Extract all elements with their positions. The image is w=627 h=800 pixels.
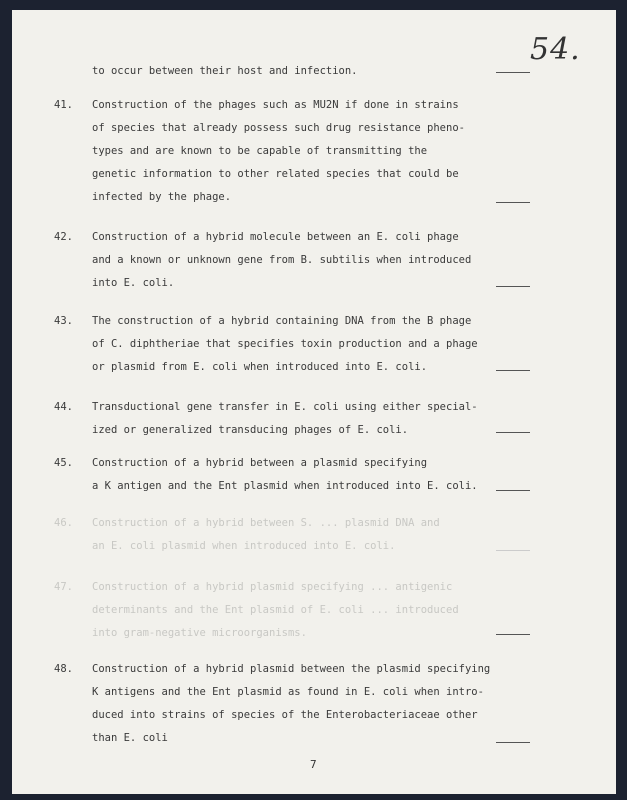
item-44 [54, 396, 494, 442]
item-line: an E. coli plasmid when introduced into E. coli. [92, 540, 396, 552]
item-number: 42. [54, 231, 73, 243]
answer-blank [496, 370, 530, 371]
item-number: 48. [54, 663, 73, 675]
item-45 [54, 452, 494, 498]
answer-blank [496, 72, 530, 73]
item-line: Construction of a hybrid between S. ... plasmid DNA and [92, 517, 440, 529]
item-42 [54, 226, 494, 295]
answer-blank [496, 490, 530, 491]
item-41 [54, 94, 494, 209]
item-48 [54, 658, 494, 750]
item-line: Construction of the phages such as MU2N if done in strains [92, 99, 459, 111]
item-line: The construction of a hybrid containing DNA from the B phage [92, 315, 472, 327]
item-number: 47. [54, 581, 73, 593]
item-continuation [72, 60, 492, 83]
item-line: genetic information to other related species that could be [92, 168, 459, 180]
answer-blank [496, 432, 530, 433]
document-page [12, 10, 616, 794]
answer-blank [496, 742, 530, 743]
answer-blank [496, 286, 530, 287]
item-line: or plasmid from E. coli when introduced into E. coli. [92, 361, 428, 373]
item-number: 41. [54, 99, 73, 111]
answer-blank [496, 202, 530, 203]
item-line: of C. diphtheriae that specifies toxin production and a phage [92, 338, 478, 350]
item-line: and a known or unknown gene from B. subtilis when introduced [92, 254, 472, 266]
item-line: a K antigen and the Ent plasmid when introduced into E. coli. [92, 480, 478, 492]
item-line: into gram-negative microorganisms. [92, 627, 307, 639]
handwritten-page-note: 54. [530, 32, 581, 67]
item-46 [54, 512, 494, 558]
item-number: 43. [54, 315, 73, 327]
item-line: Construction of a hybrid between a plasmid specifying [92, 457, 428, 469]
item-line: to occur between their host and infection. [92, 65, 358, 77]
item-line: Construction of a hybrid plasmid between the plasmid specifying [92, 663, 491, 675]
item-47 [54, 576, 494, 645]
answer-blank [496, 634, 530, 635]
item-line: infected by the phage. [92, 191, 232, 203]
item-line: into E. coli. [92, 277, 175, 289]
item-number: 45. [54, 457, 73, 469]
item-line: Transductional gene transfer in E. coli using either special- [92, 401, 478, 413]
item-line: types and are known to be capable of transmitting the [92, 145, 428, 157]
item-line: Construction of a hybrid plasmid specifying ... antigenic [92, 581, 453, 593]
answer-blank [496, 550, 530, 551]
item-43 [54, 310, 494, 379]
item-line: K antigens and the Ent plasmid as found in E. coli when intro- [92, 686, 484, 698]
item-line: Construction of a hybrid molecule between an E. coli phage [92, 231, 459, 243]
item-line: duced into strains of species of the Enterobacteriaceae other [92, 709, 478, 721]
item-line: of species that already possess such drug resistance pheno- [92, 122, 465, 134]
item-number: 44. [54, 401, 73, 413]
item-number: 46. [54, 517, 73, 529]
item-line: ized or generalized transducing phages of E. coli. [92, 424, 409, 436]
item-line: than E. coli [92, 732, 168, 744]
page-number: 7 [310, 758, 317, 771]
item-line: determinants and the Ent plasmid of E. coli ... introduced [92, 604, 459, 616]
